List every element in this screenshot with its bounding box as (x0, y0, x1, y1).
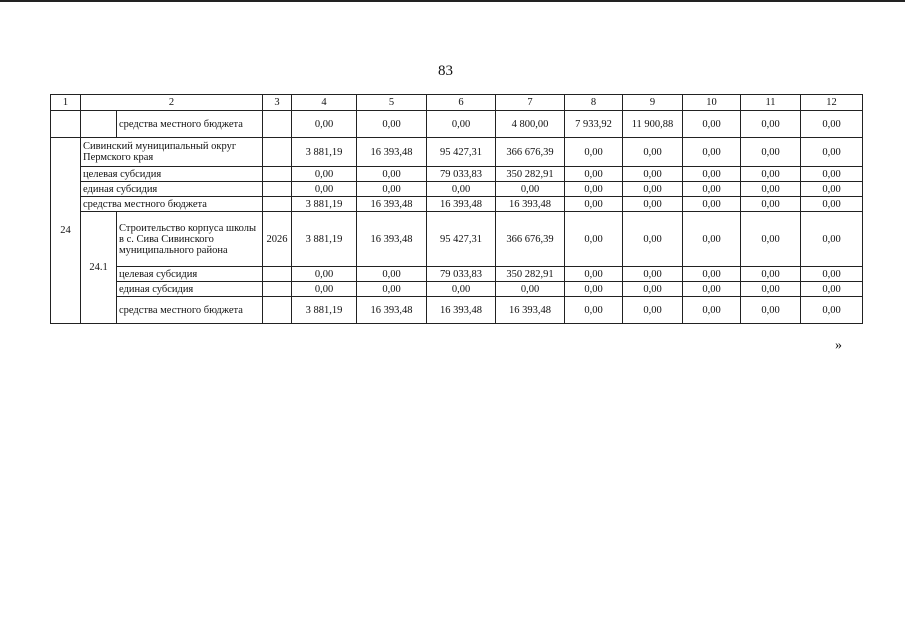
value-cell: 0,00 (357, 167, 427, 182)
value-cell: 0,00 (292, 282, 357, 297)
page-number: 83 (438, 63, 453, 79)
year-cell (263, 267, 292, 282)
row-number-24: 24 (51, 138, 81, 324)
value-cell: 79 033,83 (427, 267, 496, 282)
value-cell: 0,00 (357, 282, 427, 297)
row-label: средства местного бюджета (117, 111, 263, 138)
col-header-7: 7 (496, 95, 565, 111)
value-cell: 0,00 (741, 167, 801, 182)
value-cell: 0,00 (565, 297, 623, 324)
value-cell: 0,00 (496, 182, 565, 197)
year-cell (263, 138, 292, 167)
value-cell: 16 393,48 (357, 212, 427, 267)
value-cell: 0,00 (683, 138, 741, 167)
top-rule (0, 0, 905, 2)
value-cell: 0,00 (623, 212, 683, 267)
value-cell: 0,00 (292, 267, 357, 282)
value-cell: 0,00 (801, 282, 863, 297)
value-cell: 16 393,48 (496, 197, 565, 212)
empty-cell (81, 111, 117, 138)
value-cell: 0,00 (623, 267, 683, 282)
budget-table (50, 94, 863, 324)
table-row (51, 167, 863, 182)
value-cell: 16 393,48 (427, 297, 496, 324)
value-cell: 0,00 (801, 267, 863, 282)
value-cell: 0,00 (801, 297, 863, 324)
closing-quote-mark: » (835, 338, 842, 353)
row-label: средства местного бюджета (81, 197, 263, 212)
table-row (51, 297, 863, 324)
row-label: целевая субсидия (117, 267, 263, 282)
value-cell: 0,00 (801, 212, 863, 267)
value-cell: 0,00 (741, 138, 801, 167)
col-header-10: 10 (683, 95, 741, 111)
value-cell: 4 800,00 (496, 111, 565, 138)
value-cell: 0,00 (741, 282, 801, 297)
col-header-11: 11 (741, 95, 801, 111)
value-cell: 16 393,48 (357, 138, 427, 167)
value-cell: 366 676,39 (496, 212, 565, 267)
year-cell (263, 297, 292, 324)
value-cell: 3 881,19 (292, 197, 357, 212)
value-cell: 0,00 (565, 182, 623, 197)
value-cell: 0,00 (741, 111, 801, 138)
row-label: Строительство корпуса школы в с. Сива Сивинского муниципального района (117, 212, 263, 267)
value-cell: 16 393,48 (357, 197, 427, 212)
value-cell: 0,00 (565, 282, 623, 297)
row-label: целевая субсидия (81, 167, 263, 182)
value-cell: 0,00 (741, 197, 801, 212)
year-cell (263, 197, 292, 212)
value-cell: 0,00 (683, 167, 741, 182)
value-cell: 0,00 (623, 138, 683, 167)
value-cell: 0,00 (683, 197, 741, 212)
value-cell: 79 033,83 (427, 167, 496, 182)
value-cell: 0,00 (801, 182, 863, 197)
col-header-3: 3 (263, 95, 292, 111)
value-cell: 0,00 (292, 167, 357, 182)
value-cell: 0,00 (565, 167, 623, 182)
value-cell: 95 427,31 (427, 138, 496, 167)
value-cell: 0,00 (292, 111, 357, 138)
value-cell: 3 881,19 (292, 297, 357, 324)
table-row (51, 212, 863, 267)
value-cell: 16 393,48 (496, 297, 565, 324)
col-header-2: 2 (81, 95, 263, 111)
value-cell: 0,00 (623, 167, 683, 182)
value-cell: 7 933,92 (565, 111, 623, 138)
value-cell: 3 881,19 (292, 212, 357, 267)
value-cell: 0,00 (683, 182, 741, 197)
row-label: единая субсидия (81, 182, 263, 197)
value-cell: 0,00 (623, 297, 683, 324)
year-cell (263, 167, 292, 182)
row-label: Сивинский муниципальный округ Пермского края (81, 138, 263, 167)
value-cell: 0,00 (623, 282, 683, 297)
table-row (51, 267, 863, 282)
table-row (51, 111, 863, 138)
value-cell: 0,00 (496, 282, 565, 297)
value-cell: 0,00 (292, 182, 357, 197)
value-cell: 0,00 (623, 197, 683, 212)
value-cell: 0,00 (683, 111, 741, 138)
value-cell: 0,00 (801, 111, 863, 138)
value-cell: 0,00 (623, 182, 683, 197)
value-cell: 350 282,91 (496, 167, 565, 182)
year-cell (263, 182, 292, 197)
col-header-6: 6 (427, 95, 496, 111)
value-cell: 0,00 (683, 282, 741, 297)
value-cell: 0,00 (741, 297, 801, 324)
year-cell (263, 111, 292, 138)
col-header-1: 1 (51, 95, 81, 111)
row-label: средства местного бюджета (117, 297, 263, 324)
value-cell: 0,00 (565, 267, 623, 282)
value-cell: 0,00 (741, 212, 801, 267)
value-cell: 0,00 (357, 111, 427, 138)
col-header-5: 5 (357, 95, 427, 111)
value-cell: 11 900,88 (623, 111, 683, 138)
value-cell: 0,00 (683, 212, 741, 267)
value-cell: 16 393,48 (357, 297, 427, 324)
value-cell: 95 427,31 (427, 212, 496, 267)
value-cell: 0,00 (683, 267, 741, 282)
value-cell: 0,00 (741, 182, 801, 197)
value-cell: 366 676,39 (496, 138, 565, 167)
year-cell: 2026 (263, 212, 292, 267)
row-label: единая субсидия (117, 282, 263, 297)
row-number-24-1: 24.1 (81, 212, 117, 324)
table-row (51, 138, 863, 167)
year-cell (263, 282, 292, 297)
value-cell: 0,00 (741, 267, 801, 282)
col-header-12: 12 (801, 95, 863, 111)
value-cell: 16 393,48 (427, 197, 496, 212)
value-cell: 0,00 (565, 212, 623, 267)
value-cell: 0,00 (801, 138, 863, 167)
value-cell: 0,00 (801, 197, 863, 212)
value-cell: 0,00 (565, 138, 623, 167)
value-cell: 350 282,91 (496, 267, 565, 282)
value-cell: 0,00 (357, 267, 427, 282)
col-header-9: 9 (623, 95, 683, 111)
table-row (51, 182, 863, 197)
table-row (51, 282, 863, 297)
value-cell: 0,00 (427, 111, 496, 138)
col-header-4: 4 (292, 95, 357, 111)
value-cell: 0,00 (427, 182, 496, 197)
value-cell: 3 881,19 (292, 138, 357, 167)
value-cell: 0,00 (683, 297, 741, 324)
empty-cell (51, 111, 81, 138)
col-header-8: 8 (565, 95, 623, 111)
table-row (51, 197, 863, 212)
value-cell: 0,00 (427, 282, 496, 297)
value-cell: 0,00 (357, 182, 427, 197)
value-cell: 0,00 (801, 167, 863, 182)
header-row (51, 95, 863, 111)
value-cell: 0,00 (565, 197, 623, 212)
